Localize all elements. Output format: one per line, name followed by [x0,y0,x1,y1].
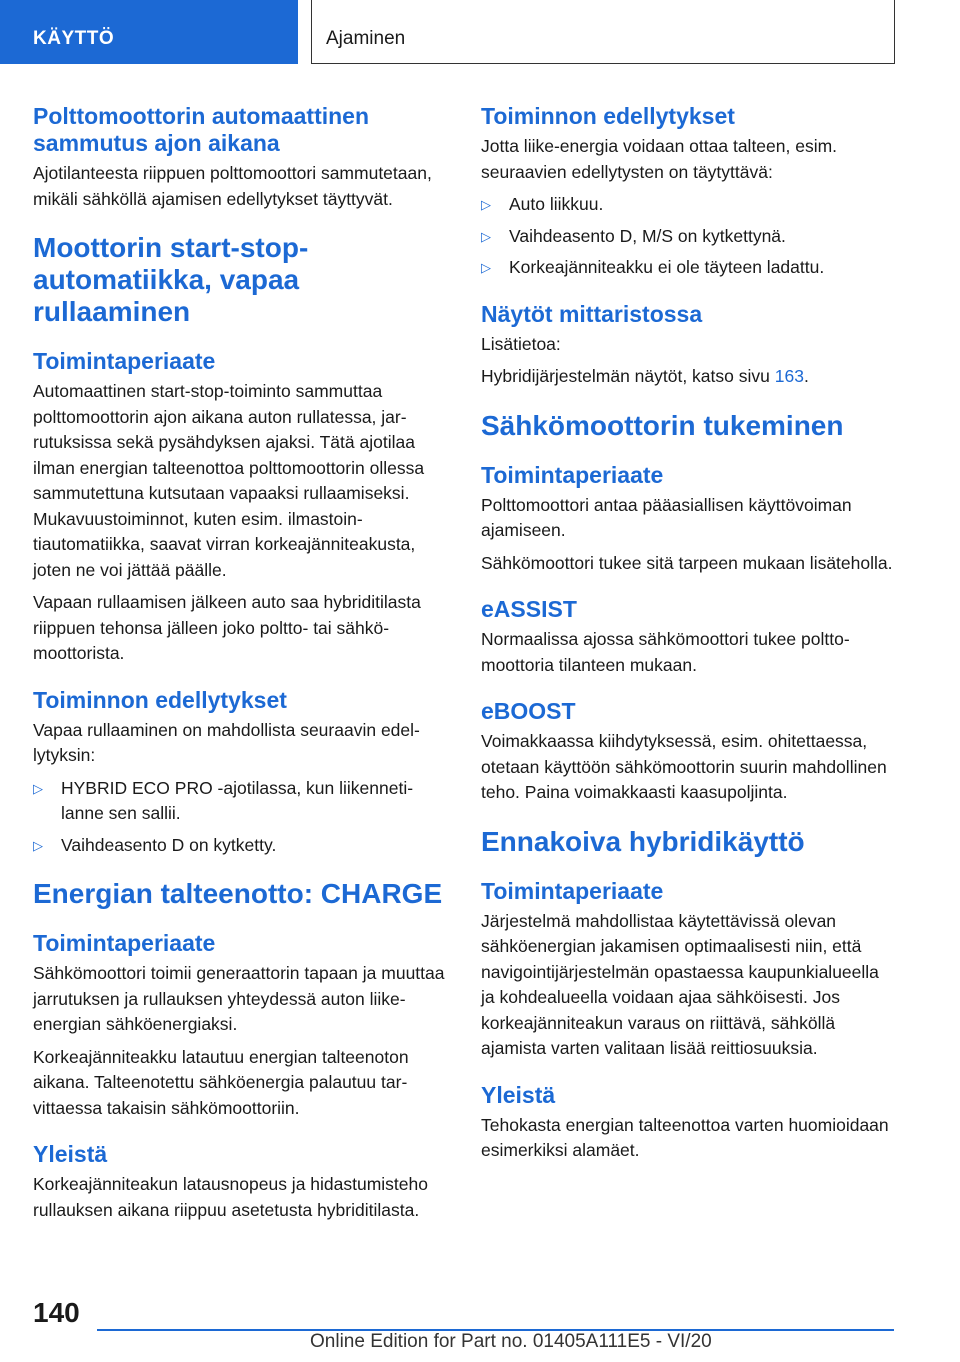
heading: Yleistä [481,1081,556,1108]
paragraph: Hybridijärjestelmän näytöt, katso sivu 163. [481,366,809,386]
paragraph: Järjestelmä mahdollistaa käytettävissä olevan sähköenergian jakamisen optimaalisesti niin, että navigointijärjestelmän opastaessa kaupunkialueella ja kohdealueella voidaan ajaa sähköisesti. Jos korkeajänniteakun varaus on riittävä, sähköllä ajamista varten valitaan lisää reittiosuuksia. [481,910,879,1058]
section-label: KÄYTTÖ [33,28,115,49]
chapter-label: Ajaminen [326,28,406,49]
list-item: ▷ Korkeajänniteakku ei ole täyteen ladattu. [481,255,897,281]
paragraph: Sähkömoottori tukee sitä tarpeen mukaan lisäteholla. [481,552,893,573]
section-tab [0,0,298,64]
bullet-triangle-icon: ▷ [481,197,491,212]
heading: Toimintaperiaate [33,348,216,374]
paragraph: Tehokasta energian talteenottoa varten huomioidaan esimerkiksi alamäet. [481,1114,889,1160]
heading: Sähkömoottorin tukeminen [481,409,844,441]
heading: Ennakoiva hybridikäyttö [481,825,805,857]
left-column [33,103,449,1230]
heading: Energian talteenotto: CHARGE [33,878,443,909]
heading: Polttomoottorin automaattinen sammutus ajon aikana [33,103,370,156]
bullet-list [33,776,449,859]
heading: Yleistä [33,1141,108,1167]
heading: Näytöt mittaristossa [481,300,703,327]
chapter-tab [311,0,895,64]
bullet-triangle-icon: ▷ [481,260,491,275]
list-item: ▷ Vaihdeasento D, M/S on kytkettynä. [481,224,897,250]
paragraph: Korkeajänniteakun latausnopeus ja hidastumisteho rullauksen aikana riippuu asetetusta hybriditilasta. [33,1174,428,1220]
paragraph: Normaalissa ajossa sähkömoottori tukee polttomoottoria tilanteen mukaan. [481,629,850,675]
paragraph: Ajotilanteesta riippuen polttomoottori sammutetaan, mikäli sähköllä ajamisen edellytykset täyttyvät. [33,163,432,209]
paragraph: Vapaa rullaaminen on mahdollista seuraavin edellytyksin: [33,719,420,765]
heading: Toimintaperiaate [481,461,664,488]
bullet-triangle-icon: ▷ [33,837,43,853]
heading: Toimintaperiaate [481,877,664,904]
heading: eASSIST [481,596,577,622]
list-item: ▷ Vaihdeasento D on kytketty. [33,833,449,859]
list-item: ▷ HYBRID ECO PRO -ajotilassa, kun liikennetilanne sen sallii. [33,777,414,823]
paragraph: Voimakkaassa kiihdytyksessä, esim. ohitettaessa, otetaan käyttöön sähkömoottorin suurin mahdollinen teho. Paina voimakkaasti kaasupoljinta. [481,731,887,802]
bullet-triangle-icon: ▷ [33,780,43,796]
footer-edition: Online Edition for Part no. 01405A111E5 - VI/20 [310,1331,712,1352]
heading: Toimintaperiaate [33,930,216,956]
right-column [481,103,897,1171]
bullet-triangle-icon: ▷ [481,228,491,244]
paragraph: Jotta liike-energia voidaan ottaa talteen, esim. seuraavien edellytysten on täytyttävä: [481,136,838,182]
heading: Toiminnon edellytykset [481,103,735,129]
page-number: 140 [33,1297,80,1328]
heading: eBOOST [481,698,576,724]
bullet-list [481,192,897,281]
list-item: ▷ Auto liikkuu. [481,192,897,218]
paragraph: Automaattinen start-stop-toiminto sammuttaa polttomoottorin ajon aikana auton rullatessa, jarrutuksissa sekä pysähdyksen ajaksi. Tätä ajotilaa ilman energian talteenottoa polttomoottorin ollessa sammutettuna kutsutaan vapaaksi rullaamiseksi. Mukavuustoiminnot, kuten esim. ilmastointiautomatiikka, saavat virran korkeajänniteakusta, joten ne voi jättää päälle. [33,381,425,580]
paragraph: Polttomoottori antaa pääasiallisen käyttövoiman ajamiseen. [481,494,852,540]
heading: Toiminnon edellytykset [33,686,287,713]
paragraph: Korkeajänniteakku latautuu energian talteenoton aikana. Talteenotettu sähköenergia palautuu tarvittaessa takaisin sähkömoottoriin. [33,1046,409,1118]
paragraph: Sähkömoottori toimii generaattorin tapaan ja muuttaa jarrutuksen ja rullauksen yhteydessä auton liike-energian sähköenergiaksi. [33,963,445,1034]
page-link[interactable]: 163 [774,366,804,386]
paragraph: Vapaan rullaamisen jälkeen auto saa hybriditilasta riippuen tehonsa jälleen joko poltto- tai sähkömoottorista. [33,592,421,663]
heading: Moottorin start-stop-automatiikka, vapaa rullaaminen [33,232,309,327]
paragraph: Lisätietoa: [481,333,561,354]
